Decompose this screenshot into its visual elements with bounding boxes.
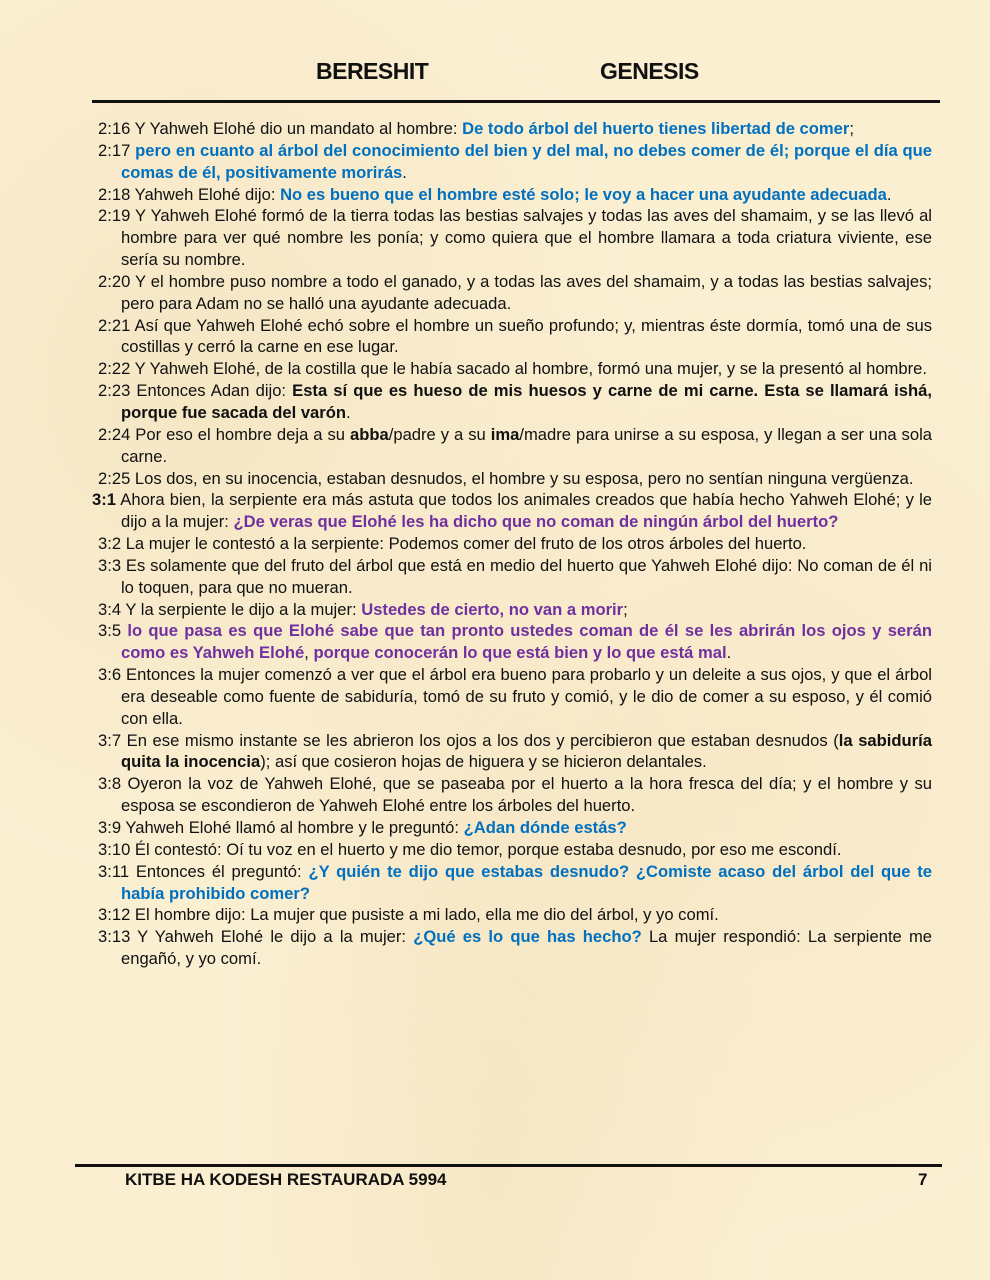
verse-reference: 3:3 <box>98 555 122 575</box>
verse-text: Y Yahweh Elohé dio un mandato al hombre: <box>130 119 463 138</box>
verse <box>92 926 932 970</box>
verse-text: El hombre dijo: La mujer que pusiste a mi lado, ella me dio del árbol, y yo comí. <box>130 905 719 925</box>
verse-text: Entonces él preguntó: <box>129 861 309 881</box>
emphasis-text: abba <box>350 424 389 444</box>
verse <box>92 468 932 490</box>
verse-reference: 3:10 <box>98 839 131 859</box>
verse-text: ; <box>849 119 854 138</box>
verse-reference: 3:13 <box>98 927 131 947</box>
verse-text: En ese mismo instante se les abrieron los ojos a los dos y percibieron que estaban desnudos ( <box>121 730 839 750</box>
verse <box>92 271 932 315</box>
verse-text: /madre para unirse a su esposa, y llegan a ser una sola carne. <box>121 424 933 466</box>
verse <box>92 489 932 533</box>
spoken-words-blue: No es bueno que el hombre esté solo; le voy a hacer una ayudante adecuada <box>280 184 887 204</box>
verse-text: , <box>304 643 314 663</box>
verse-text: /padre y a su <box>388 424 491 444</box>
emphasis-text: Esta sí que es hueso de mis huesos y carne de mi carne. Esta se llamará ishá, porque fue sacada del varón <box>121 381 932 422</box>
verse-text: Y Yahweh Elohé, de la costilla que le había sacado al hombre, formó una mujer, y se la presentó al hombre. <box>130 359 927 379</box>
header-hebrew-title: BERESHIT <box>316 58 429 84</box>
verse-text: Yahweh Elohé dijo: <box>130 184 281 204</box>
verse <box>92 140 932 184</box>
verse-reference: 2:22 <box>98 359 131 379</box>
verse-text: Yahweh Elohé llamó al hombre y le preguntó: <box>121 818 464 837</box>
verse-text: Así que Yahweh Elohé echó sobre el hombre un sueño profundo; y, mientras éste dormía, tomó una de sus costillas y cerró la carne en ese lugar. <box>121 315 932 357</box>
verse-text: Él contestó: Oí tu voz en el huerto y me dio temor, porque estaba desnudo, por eso me escondí. <box>130 839 842 859</box>
verse-text: Entonces Adan dijo: <box>130 381 293 401</box>
verse <box>92 817 932 839</box>
emphasis-text: ima <box>490 424 520 444</box>
verse-text: Ahora bien, la serpiente era más astuta que todos los animales creados que había hecho Yahweh Elohé; y le dijo a la mujer: <box>115 490 932 532</box>
verse-reference: 3:9 <box>98 818 122 837</box>
verse-reference: 3:4 <box>98 599 122 619</box>
verse-text: Y Yahweh Elohé le dijo a la mujer: <box>130 927 414 947</box>
verse-reference: 3:8 <box>98 774 122 794</box>
verse-reference: 3:6 <box>98 665 122 685</box>
verse-text: Los dos, en su inocencia, estaban desnudos, el hombre y su esposa, pero no sentían ninguna vergüenza. <box>130 468 914 488</box>
spoken-words-blue: ¿Y quién te dijo que estabas desnudo? ¿Comiste acaso del árbol del que te había prohibido comer? <box>121 861 933 903</box>
verse <box>92 599 932 621</box>
page-footer <box>0 1170 990 1196</box>
verse-reference: 2:24 <box>98 424 131 444</box>
verse <box>92 380 932 424</box>
verse-reference: 3:12 <box>98 905 131 925</box>
verse-text: La mujer le contestó a la serpiente: Podemos comer del fruto de los otros árboles del huerto. <box>121 534 807 554</box>
verse <box>92 773 932 817</box>
verse-text: . <box>886 184 892 204</box>
verse <box>92 315 932 359</box>
spoken-words-blue: pero en cuanto al árbol del conocimiento del bien y del mal, no debes comer de él; porque el día que comas de él, positivamente morirás <box>121 140 932 182</box>
verse <box>92 620 932 664</box>
verse-reference: 2:16 <box>98 119 131 138</box>
verse-reference: 3:2 <box>98 534 122 554</box>
verse-text: Y Yahweh Elohé formó de la tierra todas las bestias salvajes y todas las aves del shamaim, y se las llevó al hombre para ver qué nombre les ponía; y como quiera que el hombre llamara a toda criatura viviente, ese sería su nombre. <box>121 206 932 270</box>
verse <box>92 861 932 905</box>
verse <box>92 664 932 730</box>
verse-text: ); así que cosieron hojas de higuera y se hicieron delantales. <box>260 752 707 772</box>
verse-text: Oyeron la voz de Yahweh Elohé, que se paseaba por el huerto a la hora fresca del día; y el hombre y su esposa se escondieron de Yahweh Elohé entre los árboles del huerto. <box>121 774 932 816</box>
verse-reference: 3:1 <box>92 490 116 510</box>
verse <box>92 839 932 861</box>
verse-reference: 2:25 <box>98 468 131 488</box>
verse-reference: 2:23 <box>98 381 131 401</box>
emphasis-text: la sabiduría quita la inocencia <box>121 730 932 772</box>
spoken-words-purple: Ustedes de cierto, no van a morir <box>361 599 624 619</box>
page-header <box>0 58 990 90</box>
header-spanish-title: GENESIS <box>600 58 699 84</box>
spoken-words-blue: ¿Adan dónde estás? <box>463 818 627 837</box>
verse-text: Por eso el hombre deja a su <box>130 424 350 444</box>
verse-reference: 3:5 <box>98 621 122 641</box>
verse-text: La mujer respondió: La serpiente me engañó, y yo comí. <box>121 927 933 969</box>
verse-text: Y la serpiente le dijo a la mujer: <box>121 599 362 619</box>
spoken-words-purple: ¿De veras que Elohé les ha dicho que no coman de ningún árbol del huerto? <box>233 512 839 532</box>
verse <box>92 205 932 271</box>
verse <box>92 730 932 774</box>
verse-text: Es solamente que del fruto del árbol que está en medio del huerto que Yahweh Elohé dijo: No coman de él ni lo toquen, para que no mueran. <box>121 555 932 597</box>
verse-text: ; <box>623 599 628 619</box>
header-divider <box>92 100 940 103</box>
verse-reference: 3:11 <box>98 861 130 881</box>
verse <box>92 555 932 599</box>
page-number: 7 <box>918 1170 928 1189</box>
verse-text: . <box>346 402 351 422</box>
verse-reference: 2:19 <box>98 206 131 226</box>
verse-text: Entonces la mujer comenzó a ver que el árbol era bueno para probarlo y un deleite a sus ojos, y que el árbol era deseable como fuente de sabiduría, tomó de su fruto y comió, y le dio de comer a su esposo, y él comió con ella. <box>121 665 932 728</box>
verse-list <box>92 118 932 970</box>
spoken-words-blue: ¿Qué es lo que has hecho? <box>413 927 642 947</box>
verse-reference: 2:17 <box>98 140 131 160</box>
verse-reference: 2:21 <box>98 315 131 335</box>
verse <box>92 904 932 926</box>
verse-text: . <box>726 643 732 663</box>
verse-reference: 3:7 <box>98 730 122 750</box>
verse <box>92 118 932 140</box>
verse-reference: 2:20 <box>98 271 131 291</box>
spoken-words-purple: lo que pasa es que Elohé sabe que tan pronto ustedes coman de él se les abrirán los ojos y serán como es Yahweh Elohé <box>121 621 932 663</box>
footer-book-title: KITBE HA KODESH RESTAURADA 5994 <box>125 1170 447 1189</box>
verse <box>92 358 932 380</box>
verse <box>92 533 932 555</box>
verse <box>92 424 932 468</box>
verse-text: Y el hombre puso nombre a todo el ganado, y a todas las aves del shamaim, y a todas las bestias salvajes; pero para Adam no se halló una ayudante adecuada. <box>121 271 932 313</box>
spoken-words-purple: porque conocerán lo que está bien y lo que está mal <box>313 643 727 663</box>
verse-reference: 2:18 <box>98 184 131 204</box>
spoken-words-blue: De todo árbol del huerto tienes libertad de comer <box>462 119 850 138</box>
verse-text: . <box>402 162 407 182</box>
verse <box>92 184 932 206</box>
footer-divider <box>75 1164 942 1167</box>
